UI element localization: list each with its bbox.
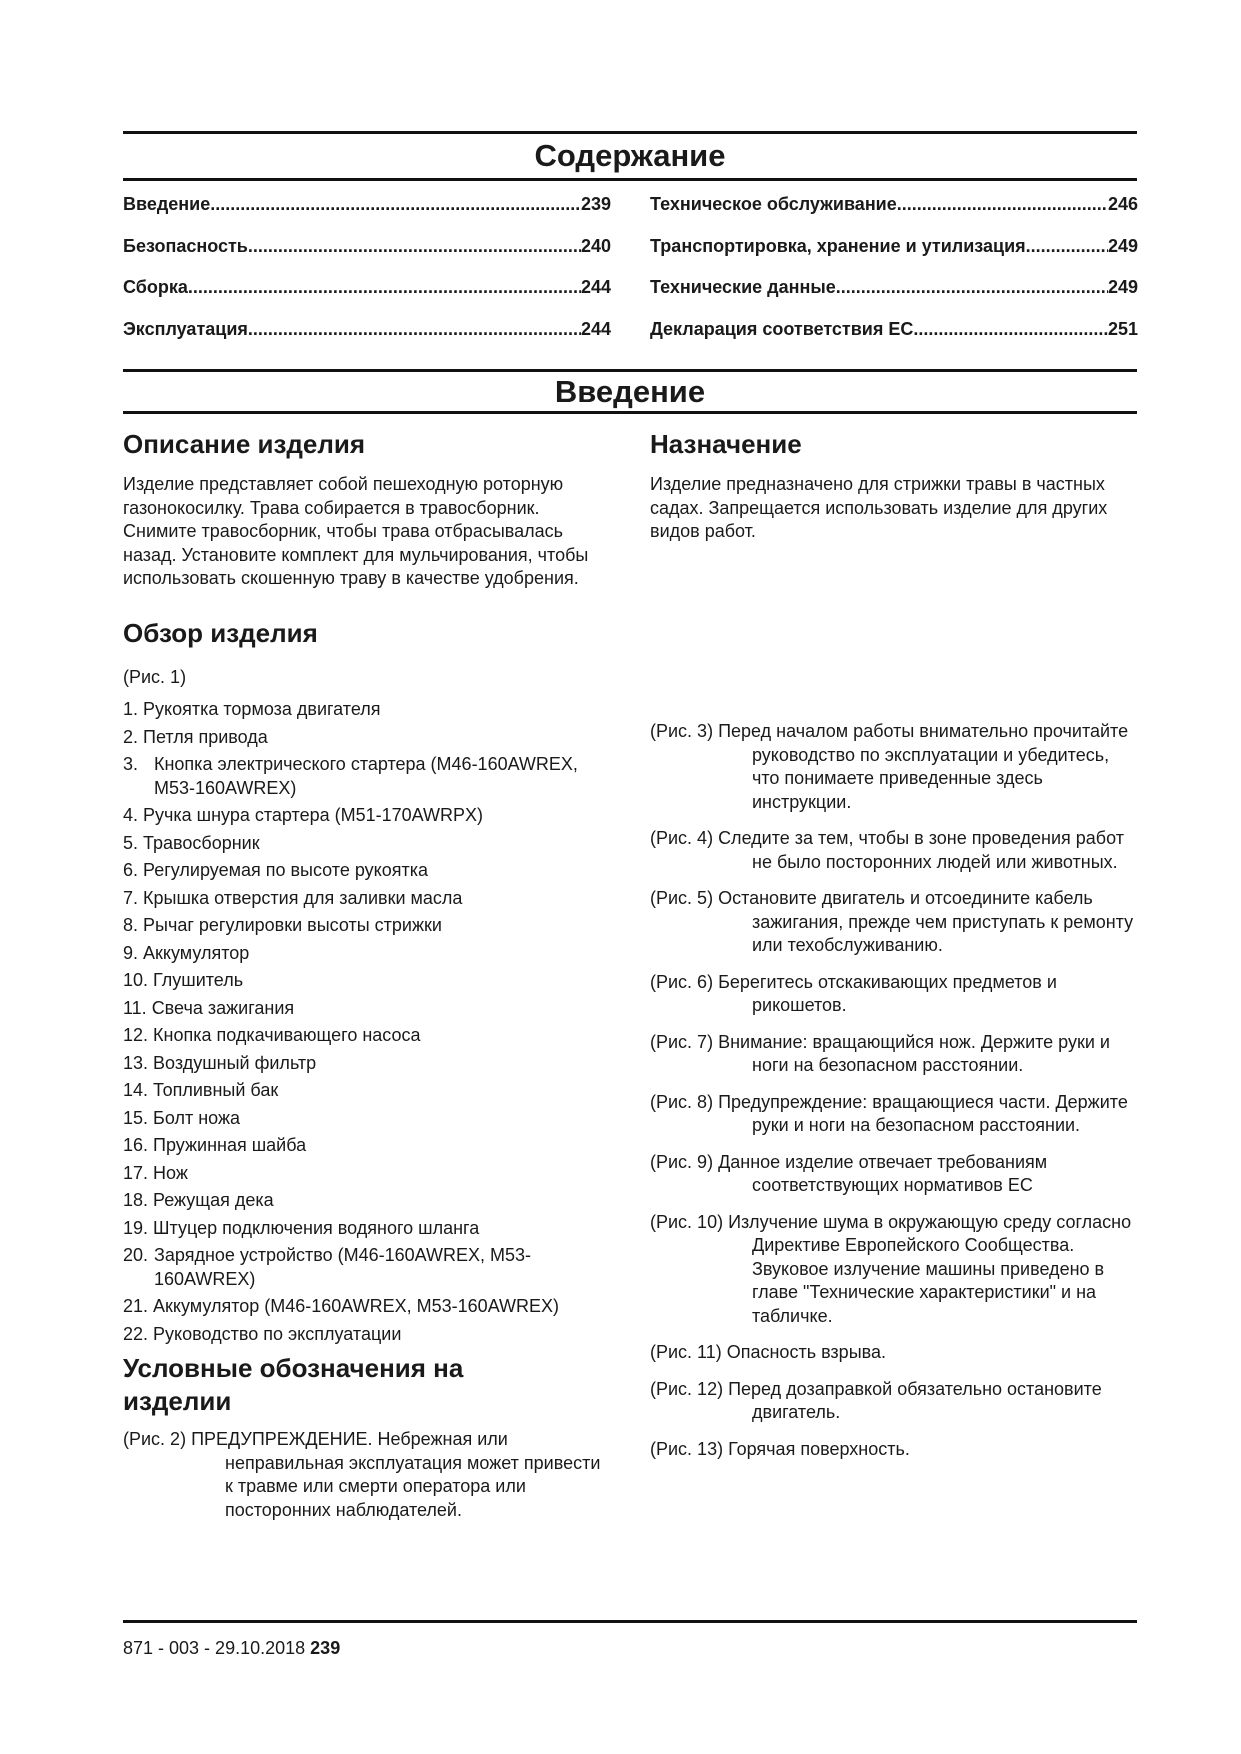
symbol-description: (Рис. 3) Перед началом работы внимательно прочитайте руководство по эксплуатации и убедитесь, что понимаете приведенные здесь инструкции. (650, 721, 1129, 812)
purpose-text: Изделие предназначено для стрижки травы в частных садах. Запрещается использовать изделие для других видов работ. (650, 474, 1108, 541)
desc-text: Изделие представляет собой пешеходную роторную газонокосилку. Трава собирается в травосборник. Снимите травосборник, чтобы трава отбрасывалась назад. Установите комплект для мульчирования, чтобы использовать скошенную траву в качестве удобрения. (123, 474, 589, 588)
divider (123, 131, 1137, 134)
list-item: 2. Петля привода (123, 726, 268, 747)
page-number: 239 (310, 1638, 341, 1658)
toc-page: 246 (1107, 194, 1138, 214)
footer-doc: 871 - 003 - 29.10.2018 (123, 1638, 306, 1658)
symbol-description: (Рис. 11) Опасность взрыва. (650, 1342, 887, 1362)
toc-dots (897, 194, 1108, 215)
list-item (123, 753, 613, 800)
symbol-description: (Рис. 5) Остановите двигатель и отсоедините кабель зажигания, прежде чем приступать к ремонту или техобслуживанию. (650, 888, 1134, 955)
list-item: 16. Пружинная шайба (123, 1135, 307, 1155)
toc-label: Технические данные (650, 277, 836, 297)
overview-heading: Обзор изделия (123, 617, 318, 648)
list-item (123, 1244, 613, 1291)
list-item: 10. Глушитель (123, 970, 244, 990)
toc-entry[interactable] (123, 236, 611, 257)
list-item: 22. Руководство по эксплуатации (123, 1323, 402, 1344)
right-column (650, 428, 1140, 1459)
toc-page: 249 (1107, 277, 1138, 297)
toc-dots (188, 277, 581, 298)
left-column (123, 428, 613, 1535)
list-item: 11. Свеча зажигания (123, 997, 295, 1018)
divider (123, 178, 1137, 181)
symbol-description: (Рис. 2) ПРЕДУПРЕЖДЕНИЕ. Небрежная или неправильная эксплуатация может привести к травме или смерти оператора или посторонних наблюдателей. (123, 1429, 601, 1520)
symbol-description: (Рис. 7) Внимание: вращающийся нож. Держите руки и ноги на безопасном расстоянии. (650, 1031, 1110, 1075)
toc-label: Эксплуатация (123, 318, 248, 339)
item-number: 3. (123, 754, 139, 774)
list-item: 14. Топливный бак (123, 1080, 279, 1100)
toc-dots (913, 319, 1108, 340)
symbols-heading: Условные обозначения на изделии (123, 1353, 464, 1416)
toc-dots (836, 277, 1108, 298)
toc-label: Безопасность (123, 235, 248, 256)
toc-page: 239 (580, 194, 611, 214)
list-item: 21. Аккумулятор (M46-160AWREX, M53-160AWREX) (123, 1296, 560, 1316)
toc-entry[interactable] (123, 194, 611, 215)
toc-title: Содержание (534, 138, 726, 173)
list-item: 19. Штуцер подключения водяного шланга (123, 1217, 480, 1238)
toc-dots (210, 194, 581, 215)
toc-page: 244 (580, 277, 611, 297)
list-item: 5. Травосборник (123, 832, 260, 853)
symbol-description: (Рис. 4) Следите за тем, чтобы в зоне проведения работ не было посторонних людей или животных. (650, 828, 1124, 872)
toc-label: Сборка (123, 277, 188, 297)
divider (123, 411, 1137, 414)
toc-entry[interactable] (123, 319, 611, 340)
purpose-heading: Назначение (650, 429, 802, 459)
toc-entry[interactable] (650, 236, 1138, 257)
divider (123, 369, 1137, 372)
overview-list (123, 698, 613, 1346)
symbols-list-left (123, 1428, 613, 1522)
list-item: 8. Рычаг регулировки высоты стрижки (123, 915, 442, 935)
desc-heading: Описание изделия (123, 429, 366, 459)
toc-entry[interactable] (650, 319, 1138, 340)
list-item: 1. Рукоятка тормоза двигателя (123, 699, 381, 719)
toc-page: 244 (580, 318, 611, 339)
toc-entry[interactable] (650, 194, 1138, 215)
item-text: Зарядное устройство (M46-160AWREX, M53-160AWREX) (154, 1245, 532, 1289)
symbols-list-right (650, 720, 1140, 1474)
symbol-description: (Рис. 10) Излучение шума в окружающую среду согласно Директиве Европейского Сообщества. Звуковое излучение машины приведено в главе "Технические характеристики" и на табличке. (650, 1211, 1132, 1326)
toc-dots (1026, 236, 1108, 257)
section-title: Введение (554, 374, 706, 409)
list-item: 6. Регулируемая по высоте рукоятка (123, 860, 429, 880)
list-item: 15. Болт ножа (123, 1107, 240, 1128)
list-item: 4. Ручка шнура стартера (M51-170AWRPX) (123, 805, 483, 825)
toc-label: Транспортировка, хранение и утилизация (650, 235, 1026, 256)
toc-page: 251 (1107, 318, 1138, 339)
symbol-description: (Рис. 12) Перед дозаправкой обязательно остановите двигатель. (650, 1378, 1102, 1422)
toc-entry[interactable] (650, 277, 1138, 298)
symbol-description: (Рис. 9) Данное изделие отвечает требованиям соответствующих нормативов ЕС (650, 1151, 1048, 1195)
toc-page: 249 (1107, 235, 1138, 256)
toc-entry[interactable] (123, 277, 611, 298)
symbol-description: (Рис. 8) Предупреждение: вращающиеся части. Держите руки и ноги на безопасном расстоянии. (650, 1091, 1128, 1135)
list-item: 18. Режущая дека (123, 1190, 274, 1210)
toc-dots (248, 236, 581, 257)
toc-label: Введение (123, 194, 211, 214)
list-item: 12. Кнопка подкачивающего насоса (123, 1025, 421, 1045)
symbol-description: (Рис. 13) Горячая поверхность. (650, 1438, 910, 1459)
toc-label: Техническое обслуживание (650, 194, 897, 214)
item-number: 20. (123, 1245, 149, 1265)
footer (123, 1638, 340, 1659)
overview-fig: (Рис. 1) (123, 666, 187, 687)
toc-page: 240 (580, 235, 611, 256)
toc-dots (248, 319, 581, 340)
symbol-description: (Рис. 6) Берегитесь отскакивающих предметов и рикошетов. (650, 971, 1057, 1015)
list-item: 9. Аккумулятор (123, 942, 250, 963)
list-item: 17. Нож (123, 1162, 188, 1183)
item-text: Кнопка электрического стартера (M46-160AWREX, M53-160AWREX) (154, 754, 578, 798)
list-item: 7. Крышка отверстия для заливки масла (123, 887, 463, 908)
divider (123, 1620, 1137, 1623)
toc-label: Декларация соответствия ЕС (650, 318, 914, 339)
list-item: 13. Воздушный фильтр (123, 1052, 317, 1073)
